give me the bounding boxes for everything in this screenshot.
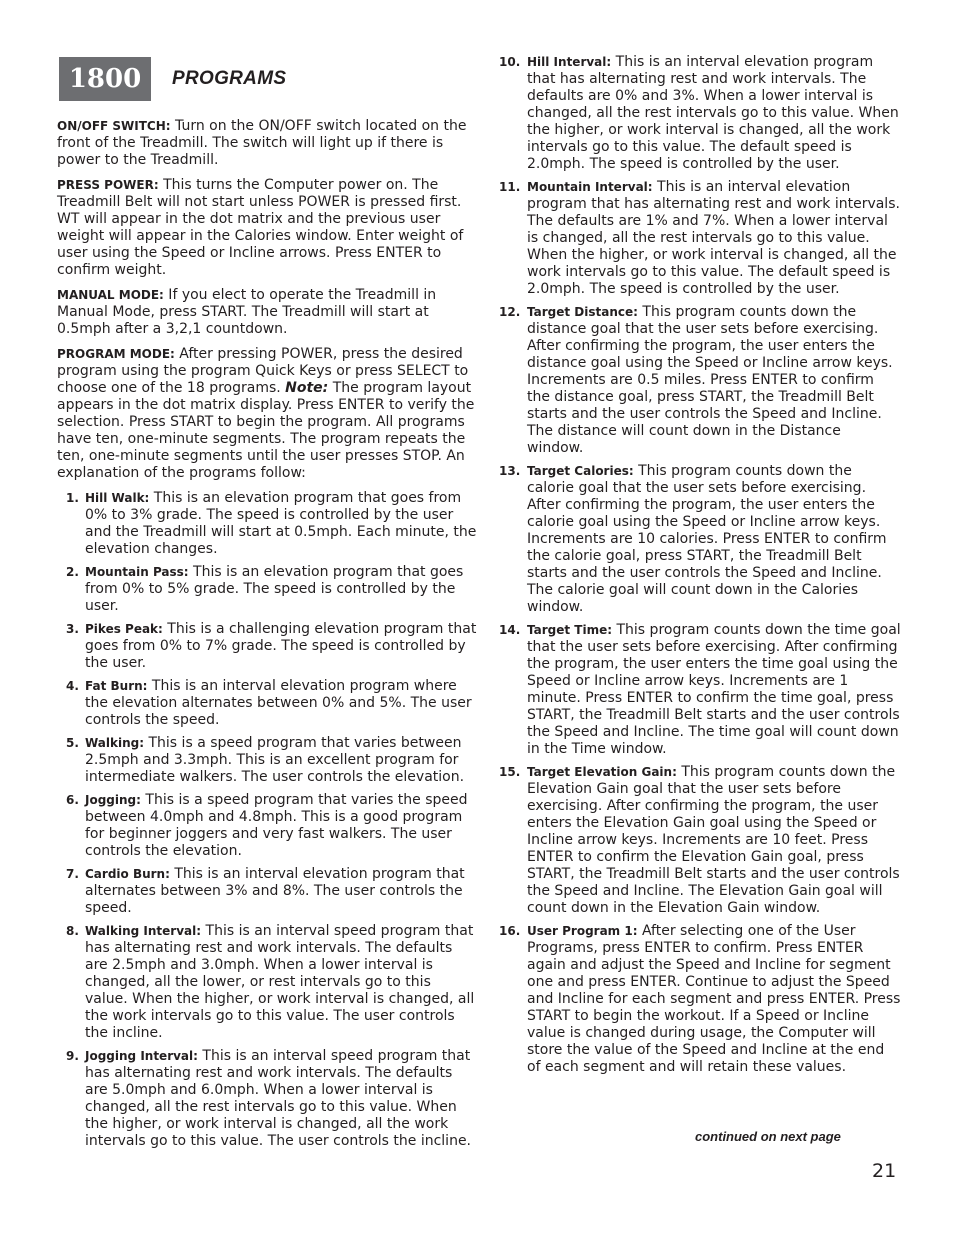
- item-number: 11.: [499, 180, 521, 194]
- para-text: This turns the Computer power on. The Treadmill Belt will not start unless POWER is pressed first. WT will appear in the dot matrix and the previous user weight will appear in the Calories window. Enter weight of user using the Speed or Incline arrows. Press ENTER to confirm weight.: [57, 177, 464, 278]
- program-item: [499, 463, 901, 616]
- intro-manual-mode: [57, 287, 477, 338]
- item-text: This is an elevation program that goes from 0% to 5% grade. The speed is controlled by the user.: [85, 564, 464, 614]
- item-number: 1.: [66, 491, 79, 505]
- item-number: 14.: [499, 623, 521, 637]
- item-name: Target Elevation Gain:: [527, 765, 677, 779]
- item-name: Cardio Burn:: [85, 867, 170, 881]
- para-text: Turn on the ON/OFF switch located on the front of the Treadmill. The switch will light up if there is power to the Treadmill.: [57, 118, 467, 168]
- item-text: This is a speed program that varies between 2.5mph and 3.3mph. This is an excellent program for intermediate walkers. The user controls the elevation.: [85, 735, 465, 785]
- model-badge: 1800: [59, 57, 151, 101]
- note-label: Note:: [285, 380, 329, 396]
- intro-press-power: [57, 177, 477, 279]
- para-text: If you elect to operate the Treadmill in Manual Mode, press START. The Treadmill will start at 0.5mph after a 3,2,1 countdown.: [57, 287, 437, 337]
- item-name: Mountain Pass:: [85, 565, 189, 579]
- item-text: This is an interval elevation program that alternates between 3% and 8%. The user controls the speed.: [85, 866, 465, 916]
- item-number: 9.: [66, 1049, 79, 1063]
- item-text: This program counts down the time goal that the user sets before exercising. After confirming the program, the user enters the time goal using the Speed or Incline arrow keys. Increments are 1 minute. Press ENTER to confirm the time goal, press START, the Treadmill Belt starts and the user controls the Speed and Incline. The time goal will count down in the Time window.: [527, 622, 901, 757]
- item-name: Walking:: [85, 736, 145, 750]
- program-item: [499, 304, 901, 457]
- para-lead: MANUAL MODE:: [57, 288, 164, 302]
- item-name: Hill Interval:: [527, 55, 612, 69]
- item-name: Target Time:: [527, 623, 613, 637]
- item-number: 15.: [499, 765, 521, 779]
- item-number: 10.: [499, 55, 521, 69]
- item-number: 4.: [66, 679, 79, 693]
- item-text: After selecting one of the User Programs, press ENTER to confirm. Press ENTER again and adjust the Speed and Incline for segment one and press ENTER. Continue to adjust the Speed and Incline for each segment and press ENTER. Press START to begin the workout. If a Speed or Incline value is changed during usage, the Computer will store the value of the Speed and Incline at the end of each segment and will retain these values.: [527, 923, 901, 1075]
- item-number: 5.: [66, 736, 79, 750]
- item-number: 6.: [66, 793, 79, 807]
- program-item: [499, 54, 901, 173]
- para-lead: PRESS POWER:: [57, 178, 159, 192]
- item-number: 16.: [499, 924, 521, 938]
- item-text: This program counts down the distance goal that the user sets before exercising. After confirming the program, the user enters the distance goal using the Speed or Incline arrow keys. Increments are 0.5 miles. Press ENTER to confirm the distance goal, press START, the Treadmill Belt starts and the user controls the Speed and Incline. The distance will count down in the Distance window.: [527, 304, 893, 456]
- item-number: 8.: [66, 924, 79, 938]
- item-name: User Program 1:: [527, 924, 638, 938]
- item-name: Fat Burn:: [85, 679, 148, 693]
- program-item: [499, 923, 901, 1076]
- item-name: Target Distance:: [527, 305, 638, 319]
- program-item: [57, 1048, 477, 1150]
- item-number: 2.: [66, 565, 79, 579]
- item-text: This is an interval speed program that has alternating rest and work intervals. The defaults are 5.0mph and 6.0mph. When a lower interval is changed, all the rest intervals go to this value. When the higher, or work interval is changed, all the work intervals go to this value. The user controls the incline.: [85, 1048, 472, 1149]
- item-text: This is an interval elevation program where the elevation alternates between 0% and 5%. The user controls the speed.: [85, 678, 472, 728]
- program-item: [57, 678, 477, 729]
- item-name: Walking Interval:: [85, 924, 202, 938]
- item-text: This is a challenging elevation program that goes from 0% to 7% grade. The speed is controlled by the user.: [85, 621, 477, 671]
- right-column: [499, 54, 901, 1082]
- item-name: Target Calories:: [527, 464, 634, 478]
- item-name: Mountain Interval:: [527, 180, 653, 194]
- para-text: After pressing POWER, press the desired program using the program Quick Keys or press SELECT to choose one of the 18 programs.: [57, 346, 469, 396]
- item-number: 12.: [499, 305, 521, 319]
- program-item: [57, 564, 477, 615]
- item-text: This program counts down the Elevation Gain goal that the user sets before exercising. After confirming the program, the user enters the Elevation Gain goal using the Speed or Incline arrow keys. Increments are 10 feet. Press ENTER to confirm the Elevation Gain goal, press START, the Treadmill Belt starts and the user controls the Speed and Incline. The Elevation Gain goal will count down in the Elevation Gain window.: [527, 764, 900, 916]
- program-item: [57, 792, 477, 860]
- para-text: The program layout appears in the dot matrix display. Press ENTER to verify the selection. Press START to begin the program. All programs have ten, one-minute segments. The program repeats the ten, one-minute segments until the user presses STOP. An explanation of the programs follow:: [57, 380, 475, 481]
- item-number: 7.: [66, 867, 79, 881]
- item-text: This is an interval elevation program that has alternating rest and work intervals. The defaults are 1% and 7%. When a lower interval is changed, all the rest intervals go to this value. When the higher, or work interval is changed, all the work intervals go to this value. The default speed is 2.0mph. The speed is controlled by the user.: [527, 179, 900, 297]
- program-item: [57, 735, 477, 786]
- program-item: [57, 490, 477, 558]
- program-item: [499, 764, 901, 917]
- item-number: 13.: [499, 464, 521, 478]
- item-text: This is a speed program that varies the speed between 4.0mph and 4.8mph. This is a good program for beginner joggers and very fast walkers. The user controls the elevation.: [85, 792, 468, 859]
- left-column: [57, 118, 477, 1156]
- page-number: 21: [872, 1160, 897, 1182]
- item-name: Hill Walk:: [85, 491, 150, 505]
- program-item: [57, 621, 477, 672]
- item-text: This is an interval speed program that has alternating rest and work intervals. The defaults are 2.5mph and 3.0mph. When a lower interval is changed, all the lower, or rest intervals go to this value. When the higher, or work interval is changed, all the work intervals go to this value. The user controls the incline.: [85, 923, 475, 1041]
- intro-on-off-switch: [57, 118, 477, 169]
- item-text: This is an interval elevation program that has alternating rest and work intervals. The defaults are 0% and 3%. When a lower interval is changed, all the rest intervals go to this value. When the higher, or work interval is changed, all the work intervals go to this value. The default speed is 2.0mph. The speed is controlled by the user.: [527, 54, 899, 172]
- continued-note: continued on next page: [695, 1129, 841, 1144]
- item-text: This is an elevation program that goes from 0% to 3% grade. The speed is controlled by the user and the Treadmill will start at 0.5mph. Each minute, the elevation changes.: [85, 490, 477, 557]
- program-item: [57, 923, 477, 1042]
- para-lead: ON/OFF SWITCH:: [57, 119, 171, 133]
- item-name: Jogging Interval:: [85, 1049, 198, 1063]
- program-item: [499, 622, 901, 758]
- program-item: [499, 179, 901, 298]
- para-lead: PROGRAM MODE:: [57, 347, 175, 361]
- program-item: [57, 866, 477, 917]
- item-text: This program counts down the calorie goal that the user sets before exercising. After confirming the program, the user enters the calorie goal using the Speed or Incline arrow keys. Increments are 10 calories. Press ENTER to confirm the calorie goal, press START, the Treadmill Belt starts and the user controls the Speed and Incline. The calorie goal will count down in the Calories window.: [527, 463, 887, 615]
- item-name: Jogging:: [85, 793, 141, 807]
- item-name: Pikes Peak:: [85, 622, 163, 636]
- intro-program-mode: [57, 346, 477, 482]
- section-title: PROGRAMS: [172, 68, 287, 89]
- item-number: 3.: [66, 622, 79, 636]
